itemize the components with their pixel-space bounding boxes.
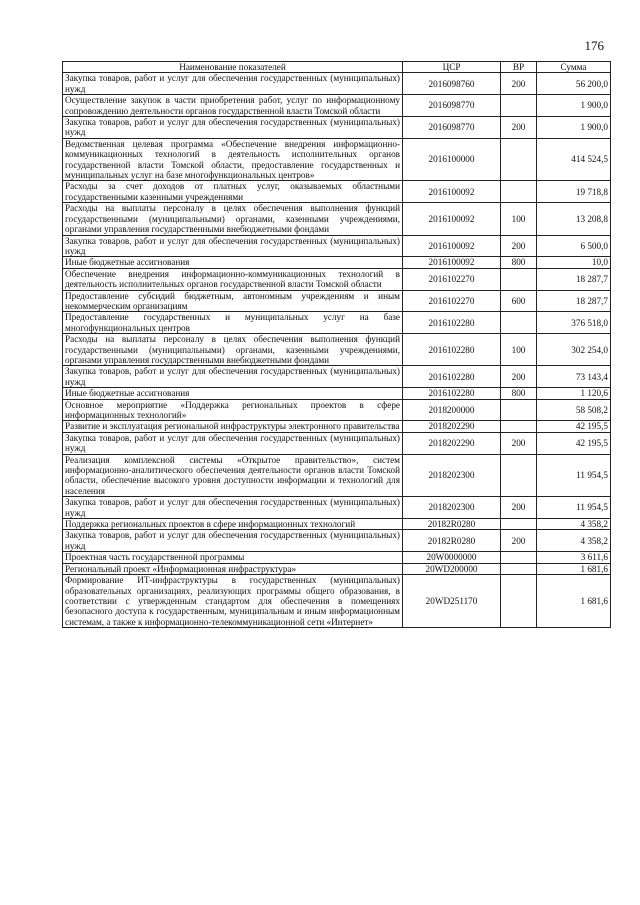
row-code: 2016102280 [403,366,501,388]
row-name: Поддержка региональных проектов в сфере информационных технологий [63,519,403,530]
table-row [63,203,611,235]
row-vr: 200 [501,117,537,139]
row-vr [501,312,537,334]
row-vr [501,95,537,117]
row-sum: 4 358,2 [537,530,611,552]
row-sum: 6 500,0 [537,235,611,257]
row-code: 2016102280 [403,334,501,366]
row-vr: 200 [501,235,537,257]
row-name: Иные бюджетные ассигнования [63,257,403,268]
row-sum: 11 954,5 [537,497,611,519]
table-row [63,530,611,552]
row-vr [501,399,537,421]
row-vr: 100 [501,334,537,366]
table-row [63,432,611,454]
header-code: ЦСР [403,62,501,73]
row-vr: 100 [501,203,537,235]
row-code: 20W0000000 [403,552,501,563]
row-name: Основное мероприятие «Поддержка региональных проектов в сфере информационных технологий» [63,399,403,421]
row-vr [501,268,537,290]
row-sum: 42 195,5 [537,432,611,454]
row-vr [501,575,537,628]
table-row [63,421,611,432]
row-code: 2016098770 [403,117,501,139]
table-row [63,181,611,203]
table-row [63,117,611,139]
row-code: 2016098760 [403,73,501,95]
table-row [63,552,611,563]
table-row [63,290,611,312]
table-row [63,235,611,257]
row-name: Закупка товаров, работ и услуг для обеспечения государственных (муниципальных) нужд [63,432,403,454]
row-code: 2016100000 [403,138,501,181]
row-sum: 376 518,0 [537,312,611,334]
row-name: Закупка товаров, работ и услуг для обеспечения государственных (муниципальных) нужд [63,530,403,552]
row-name: Обеспечение внедрения информационно-коммуникационных технологий в деятельность исполнительных органов государственной власти Томской области [63,268,403,290]
table-row [63,575,611,628]
table-row [63,563,611,574]
row-sum: 302 254,0 [537,334,611,366]
row-sum: 3 611,6 [537,552,611,563]
row-name: Закупка товаров, работ и услуг для обеспечения государственных (муниципальных) нужд [63,235,403,257]
header-sum: Сумма [537,62,611,73]
table-row [63,366,611,388]
header-name: Наименование показателей [63,62,403,73]
table-row [63,73,611,95]
row-vr: 800 [501,388,537,399]
table-row [63,454,611,497]
table-row [63,95,611,117]
row-sum: 56 200,0 [537,73,611,95]
row-name: Предоставление субсидий бюджетным, автономным учреждениям и иным некоммерческим организациям [63,290,403,312]
table-body [63,73,611,628]
row-sum: 42 195,5 [537,421,611,432]
row-sum: 19 718,8 [537,181,611,203]
table-row [63,138,611,181]
header-row [63,62,611,73]
row-code: 2016102280 [403,388,501,399]
row-code: 20182R0280 [403,530,501,552]
row-vr: 200 [501,432,537,454]
row-vr: 200 [501,73,537,95]
row-sum: 1 681,6 [537,563,611,574]
row-code: 2018202300 [403,497,501,519]
row-code: 2016102270 [403,290,501,312]
row-vr [501,552,537,563]
row-sum: 18 287,7 [537,268,611,290]
row-sum: 1 900,0 [537,117,611,139]
header-vr: ВР [501,62,537,73]
table-row [63,519,611,530]
row-code: 2016102280 [403,312,501,334]
row-name: Расходы на выплаты персоналу в целях обеспечения выполнения функций государственными (муниципальными) органами, казенными учреждениями, органами управления государственными внебюджетными фондами [63,334,403,366]
table-row [63,312,611,334]
row-code: 2016100092 [403,257,501,268]
row-sum: 1 120,6 [537,388,611,399]
row-name: Формирование ИТ-инфраструктуры в государственных (муниципальных) образовательных организациях, реализующих программы общего образования, в соответствии с утвержденным стандартом для обеспечения в помещениях безопасного доступа к государственным, муниципальным и иным информационным системам, а также к информационно-телекоммуникационной сети «Интернет» [63,575,403,628]
row-sum: 13 208,8 [537,203,611,235]
row-vr: 200 [501,530,537,552]
row-vr [501,138,537,181]
row-code: 20WD251170 [403,575,501,628]
row-code: 2018202290 [403,421,501,432]
table-row [63,257,611,268]
row-sum: 73 143,4 [537,366,611,388]
row-name: Проектная часть государственной программы [63,552,403,563]
row-name: Расходы за счет доходов от платных услуг, оказываемых областными государственными казенными учреждениями [63,181,403,203]
row-code: 2016098770 [403,95,501,117]
row-name: Расходы на выплаты персоналу в целях обеспечения выполнения функций государственными (муниципальными) органами, казенными учреждениями, органами управления государственными внебюджетными фондами [63,203,403,235]
row-vr [501,181,537,203]
row-code: 2016100092 [403,235,501,257]
row-vr: 600 [501,290,537,312]
table-row [63,334,611,366]
row-code: 20182R0280 [403,519,501,530]
row-name: Закупка товаров, работ и услуг для обеспечения государственных (муниципальных) нужд [63,117,403,139]
row-sum: 4 358,2 [537,519,611,530]
row-name: Региональный проект «Информационная инфраструктура» [63,563,403,574]
row-vr: 200 [501,366,537,388]
row-sum: 1 900,0 [537,95,611,117]
row-sum: 18 287,7 [537,290,611,312]
row-sum: 10,0 [537,257,611,268]
row-name: Развитие и эксплуатация региональной инфраструктуры электронного правительства [63,421,403,432]
row-name: Закупка товаров, работ и услуг для обеспечения государственных (муниципальных) нужд [63,366,403,388]
row-vr [501,421,537,432]
row-name: Предоставление государственных и муниципальных услуг на базе многофункциональных центров [63,312,403,334]
row-code: 2016100092 [403,181,501,203]
row-code: 2018202290 [403,432,501,454]
row-name: Иные бюджетные ассигнования [63,388,403,399]
row-code: 20WD200000 [403,563,501,574]
budget-table [62,61,611,628]
row-code: 2018200000 [403,399,501,421]
table-row [63,399,611,421]
row-sum: 58 508,2 [537,399,611,421]
row-name: Закупка товаров, работ и услуг для обеспечения государственных (муниципальных) нужд [63,497,403,519]
row-sum: 11 954,5 [537,454,611,497]
row-vr [501,454,537,497]
row-code: 2016100092 [403,203,501,235]
row-name: Закупка товаров, работ и услуг для обеспечения государственных (муниципальных) нужд [63,73,403,95]
row-vr [501,519,537,530]
row-name: Реализация комплексной системы «Открытое правительство», систем информационно-аналитического обеспечения деятельности органов власти Томской области, обеспечение высокого уровня доступности информации и технологий для населения [63,454,403,497]
page-number: 176 [584,38,604,53]
table-row [63,268,611,290]
row-vr: 800 [501,257,537,268]
row-code: 2016102270 [403,268,501,290]
row-code: 2018202300 [403,454,501,497]
row-name: Ведомственная целевая программа «Обеспечение внедрения информационно-коммуникационных технологий в деятельность исполнительных органов государственной власти Томской области, предоставление государственных и муниципальных услуг на базе многофункциональных центров» [63,138,403,181]
row-name: Осуществление закупок в части приобретения работ, услуг по информационному сопровождению деятельности органов государственной власти Томской области [63,95,403,117]
row-sum: 414 524,5 [537,138,611,181]
table-header [63,62,611,73]
row-sum: 1 681,6 [537,575,611,628]
row-vr: 200 [501,497,537,519]
row-vr [501,563,537,574]
table-row [63,497,611,519]
table-row [63,388,611,399]
